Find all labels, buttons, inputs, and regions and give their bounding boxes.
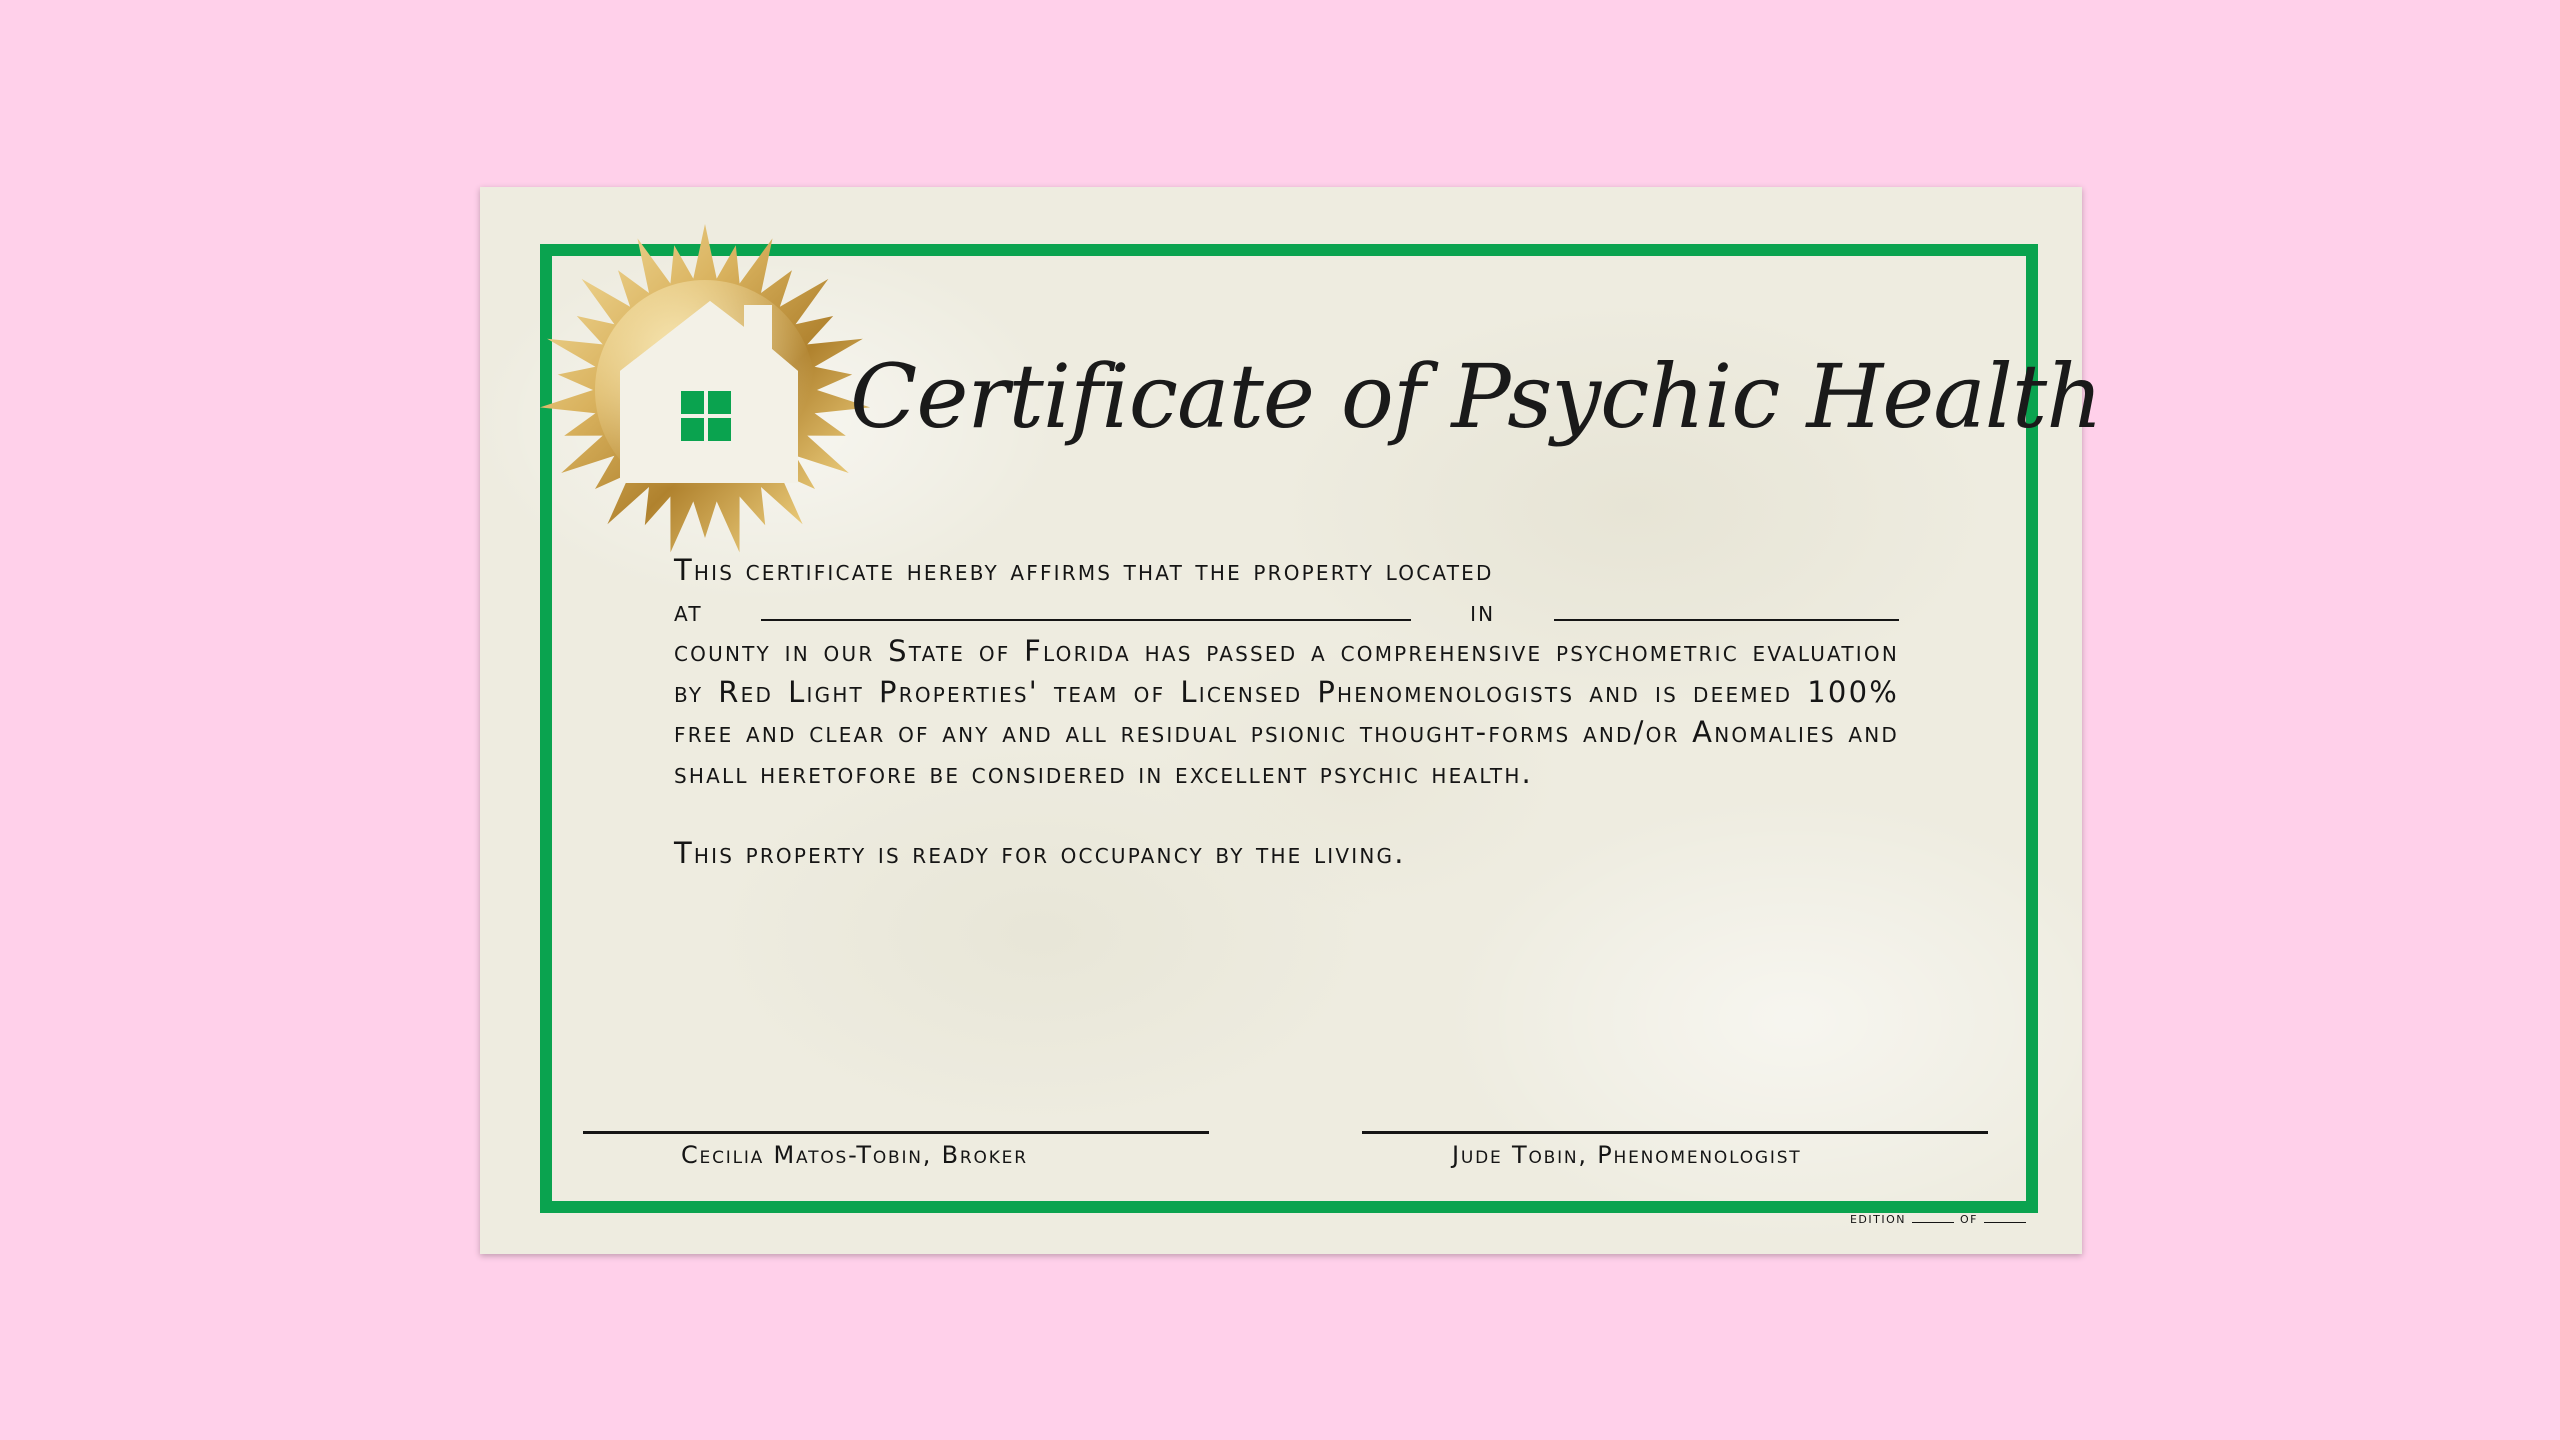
in-label: in [1470, 593, 1496, 628]
edition-blank [1912, 1212, 1954, 1223]
body-intro-text: This certificate hereby affirms that the property located [674, 553, 1494, 587]
closing-statement: This property is ready for occupancy by the living. [674, 836, 1406, 870]
broker-signature-label: Cecilia Matos-Tobin, Broker [681, 1141, 1028, 1169]
certificate-paper [480, 187, 2102, 1254]
gold-starburst-house-seal-icon [536, 221, 874, 559]
edition-total-blank [1984, 1212, 2026, 1223]
body-line-1 [674, 550, 1899, 591]
broker-signature-line [583, 1131, 1209, 1134]
phenomenologist-signature-line [1362, 1131, 1988, 1134]
at-label: at [674, 593, 703, 628]
body-paragraph: county in our State of Florida has passed a comprehensive psychometric evaluation by Red Light Properties' team of Licensed Phenomenologists and is deemed 100% free and clear of any and all residual psionic thought-forms and/or Anomalies and shall heretofore be considered in excellent psychic health. [674, 634, 1899, 790]
county-blank [1554, 593, 1899, 621]
address-blank [761, 593, 1411, 621]
edition-label: edition [1849, 1209, 1906, 1227]
certificate-body [674, 550, 1899, 874]
address-fill-row [674, 591, 1899, 632]
edition-of-label: of [1960, 1209, 1978, 1227]
edition-number [1850, 1209, 2032, 1227]
certificate-title: Certificate of Psychic Health [850, 345, 2102, 448]
phenomenologist-signature-label: Jude Tobin, Phenomenologist [1452, 1141, 1802, 1169]
